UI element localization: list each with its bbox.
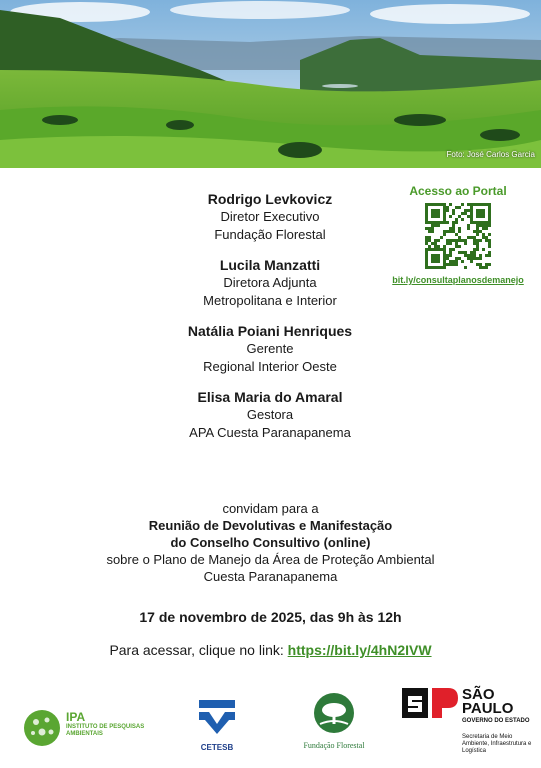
signatory-name: Natália Poiani Henriques [187, 323, 353, 339]
invite-subject: sobre o Plano de Manejo da Área de Proteção Ambiental [106, 552, 435, 567]
qr-code-graphic [425, 203, 491, 269]
cetesb-name: CETESB [200, 743, 234, 752]
signatory-role: Diretor Executivo [220, 209, 320, 224]
sp-title: SÃO PAULO [462, 686, 514, 717]
cetesb-logo [192, 698, 242, 752]
fundacao-florestal-name: Fundação Florestal [303, 741, 365, 750]
event-date: 17 de novembro de 2025, das 9h às 12h [139, 609, 402, 625]
invite-area: Cuesta Paranapanema [203, 569, 338, 584]
signatory-name: Lucila Manzatti [219, 257, 321, 273]
signatory-role: Gestora [246, 407, 294, 422]
meeting-link[interactable]: https://bit.ly/4hN2IVW [287, 642, 432, 658]
signatory-role: Gerente [246, 341, 294, 356]
portal-access [378, 183, 538, 285]
cetesb-emblem-icon [197, 698, 237, 736]
ipa-leaf-icon [22, 708, 62, 748]
sp-subtitle: GOVERNO DO ESTADO [462, 718, 530, 724]
signatory [120, 190, 420, 244]
invite-intro: convidam para a [222, 501, 319, 516]
signatory [120, 256, 420, 310]
photo-credit: Foto: José Carlos Garcia [446, 150, 535, 159]
ipa-logo [22, 708, 162, 748]
qr-code-icon[interactable] [425, 203, 491, 269]
signatory-name: Elisa Maria do Amaral [197, 389, 343, 405]
invitation-text [40, 500, 501, 585]
signatory [120, 388, 420, 442]
signatory-org: APA Cuesta Paranapanema [189, 425, 351, 440]
signatory-org: Metropolitana e Interior [203, 293, 337, 308]
fundacao-florestal-logo [284, 692, 384, 752]
tree-icon [312, 692, 356, 734]
logos-footer [0, 688, 541, 768]
signatories-list [120, 190, 420, 454]
ipa-subtitle: INSTITUTO DE PESQUISAS AMBIENTAIS [66, 724, 145, 737]
sao-paulo-government-logo [402, 688, 532, 766]
sp-secretaria: Secretaria de Meio Ambiente, Infraestrutura e Logística [462, 734, 532, 754]
signatory-role: Diretora Adjunta [223, 275, 317, 290]
signatory-name: Rodrigo Levkovicz [207, 191, 333, 207]
ipa-name: IPA [66, 710, 86, 724]
landscape-illustration [0, 0, 541, 168]
access-line [20, 642, 521, 658]
event-title-line2: do Conselho Consultivo (online) [170, 535, 371, 550]
sp-emblem-icon [402, 688, 458, 718]
portal-title: Acesso ao Portal [409, 184, 507, 198]
header-landscape-photo [0, 0, 541, 168]
portal-link[interactable]: bit.ly/consultaplanosdemanejo [392, 275, 524, 285]
access-prefix: Para acessar, clique no link: [109, 642, 288, 658]
event-title-line1: Reunião de Devolutivas e Manifestação [148, 518, 393, 533]
signatory-org: Fundação Florestal [214, 227, 326, 242]
signatory [120, 322, 420, 376]
signatory-org: Regional Interior Oeste [203, 359, 337, 374]
